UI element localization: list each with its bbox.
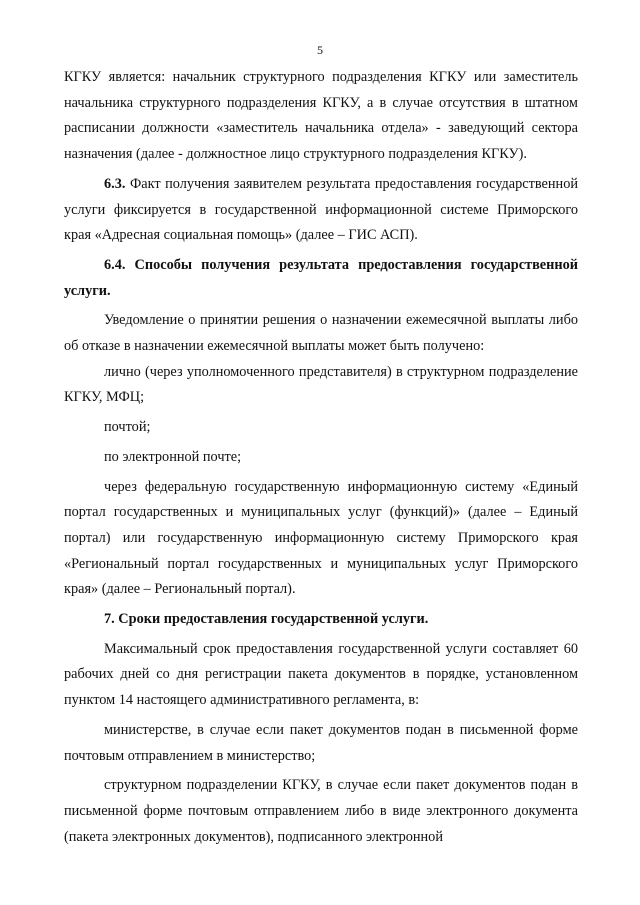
paragraph-6-3 <box>64 172 578 249</box>
paragraph-portals: через федеральную государственную информационную систему «Единый портал государственных и муниципальных услуг (функций)» (далее – Единый портал) или государственную информационную систему Приморского края «Региональный портал государственных и муниципальных услуг Приморского края» (далее – Региональный портал). <box>64 478 578 598</box>
heading-7: 7. Сроки предоставления государственной услуги. <box>104 611 429 628</box>
clause-number-6-3: 6.3. <box>104 175 126 192</box>
clause-text-6-3: Факт получения заявителем результата предоставления государственной услуги фиксируется в государственной информационной системе Приморского края «Адресная социальная помощь» (далее – ГИС АСП). <box>64 175 578 244</box>
paragraph-max-term: Максимальный срок предоставления государственной услуги составляет 60 рабочих дней со дня регистрации пакета документов в порядке, установленном пунктом 14 настоящего административного регламента, в: <box>64 640 578 709</box>
heading-6-4: 6.4. Способы получения результата предоставления государственной услуги. <box>64 256 578 299</box>
document-body <box>64 65 578 850</box>
paragraph-notification: Уведомление о принятии решения о назначении ежемесячной выплаты либо об отказе в назначении ежемесячной выплаты может быть получено: <box>64 312 578 355</box>
paragraph-by-mail: почтой; <box>104 419 151 436</box>
paragraph-in-person: лично (через уполномоченного представителя) в структурном подразделение КГКУ, МФЦ; <box>64 363 578 406</box>
paragraph-structural-unit: структурном подразделении КГКУ, в случае если пакет документов подан в письменной форме почтовым отправлением либо в виде электронного документа (пакета электронных документов), подписанного электронной <box>64 777 578 845</box>
paragraph-by-email: по электронной почте; <box>104 448 242 465</box>
paragraph-ministry: министерстве, в случае если пакет документов подан в письменной форме почтовым отправлением в министерство; <box>64 721 578 764</box>
page-number: 5 <box>317 43 323 57</box>
paragraph-kgku-official: КГКУ является: начальник структурного подразделения КГКУ или заместитель начальника структурного подразделения КГКУ, а в случае отсутствия в штатном расписании должности «заместитель начальника отдела» - заведующий сектора назначения (далее - должностное лицо структурного подразделения КГКУ). <box>64 69 578 163</box>
